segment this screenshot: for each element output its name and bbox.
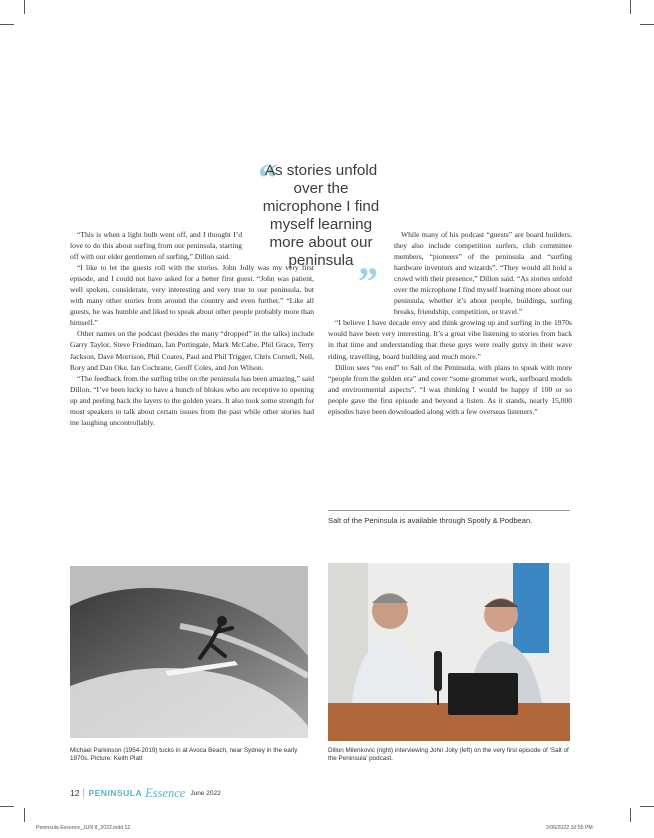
close-quote-mark: ” xyxy=(358,259,378,304)
availability-note: Salt of the Peninsula is available through Spotify & Podbean. xyxy=(328,516,533,525)
crop-mark xyxy=(630,808,631,822)
crop-mark xyxy=(630,0,631,14)
surfer-photo xyxy=(70,566,308,738)
podcast-interview-photo xyxy=(328,563,570,741)
print-slug-file: Peninsula Essence_JUN 8_2022.indd 12 xyxy=(36,825,131,831)
divider xyxy=(328,510,570,511)
article-column-left xyxy=(70,229,314,428)
paragraph: Dillon sees “no end” to Salt of the Peninsula, with plans to speak with more “people from the golden era” and cover “some grommet work, surfboard models and environmental aspects”. “I was thinking I would be happy if 100 or so people gave the first episode and beyond a listen. As it stands, nearly 15,000 episodes have been downloaded along with a few overseas listeners.” xyxy=(328,362,572,416)
crop-mark xyxy=(24,0,25,14)
article-column-right xyxy=(328,229,572,417)
page-footer xyxy=(70,786,221,800)
crop-mark xyxy=(0,806,14,807)
crop-mark xyxy=(24,808,25,822)
paragraph: “The feedback from the surfing tribe on the peninsula has been amazing,” said Dillon. “I’ve been lucky to have a bunch of blokes who are receptive to opening up and peeling back the layers to the golden years. It also took some strength for most speakers to talk about certain issues from the past while other stories had me laughing uncontrollably. xyxy=(70,373,315,427)
paragraph: “I believe I have decade envy and think growing up and surfing in the 1970s would have been very interesting. It’s a great vibe listening to stories from back in that time and understanding that these guys were really gutsy in their wave riding, travelling, board building and much more.” xyxy=(328,318,572,361)
issue-date: June 2022 xyxy=(190,789,221,797)
print-slug-timestamp: 2/06/2022 10:55 PM xyxy=(546,825,593,831)
pull-quote: As stories unfold over the microphone I find myself learning more about our peninsula xyxy=(262,162,380,269)
page-number: 12 xyxy=(70,788,80,798)
paragraph: “I like to let the guests roll with the stories. John Jolly was my very first episode, and I could not have asked for a better first guest. “John was patient, well spoken, considerate, very interesting and very true to our peninsula, but with many other stories from around the country and even further.” “Like all guests, he was humble and liked to speak about other people probably more than himself.” xyxy=(70,263,314,328)
crop-mark xyxy=(640,24,654,25)
paragraph: Other names on the podcast (besides the many “dropped” in the talks) include Garry Taylor, Steve Friedman, Ian Portingale, Mark McCabe, Phil Grace, Terry Jackson, Dave Morrison, Phil Coates, Paul and Phil Trigger, Chris Cornell, Neil, Rory and Dan Oke, Ian Cochrane, Geoff Coles, and Jon Wilson. xyxy=(70,329,314,372)
paragraph: “This is when a light bulb went off, and I thought I’d love to do this about surfing from our peninsula, starting off with our elder gentlemen of surfing,” Dillon said. xyxy=(70,230,242,262)
crop-mark xyxy=(0,24,14,25)
open-quote-mark: “ xyxy=(258,155,278,200)
paragraph: While many of his podcast “guests” are board builders, they also include competition surfers, club committee members, “pioneers” of the peninsula and “surfing hardware inventors and wizards”. “They would all hold a crowd with their presence,” Dillon said. “As stories unfold over the microphone I find myself learning more about our peninsula, whether it’s about people, buildings, surfing breaks, friendship, competition, or travel.” xyxy=(394,230,572,317)
magazine-brand-script: Essence xyxy=(145,785,186,800)
photo-caption-right: Dillon Milenkovic (right) interviewing John Jolly (left) on the very first episode of ‘Salt of the Peninsula’ podcast. xyxy=(328,747,569,763)
photo-caption-left: Michael Parkinson (1954-2019) tucks in at Avoca Beach, near Sydney in the early 1970s. Picture: Keith Platt xyxy=(70,747,298,763)
magazine-brand: PENINSULA xyxy=(88,788,143,798)
divider xyxy=(83,788,84,798)
crop-mark xyxy=(640,806,654,807)
